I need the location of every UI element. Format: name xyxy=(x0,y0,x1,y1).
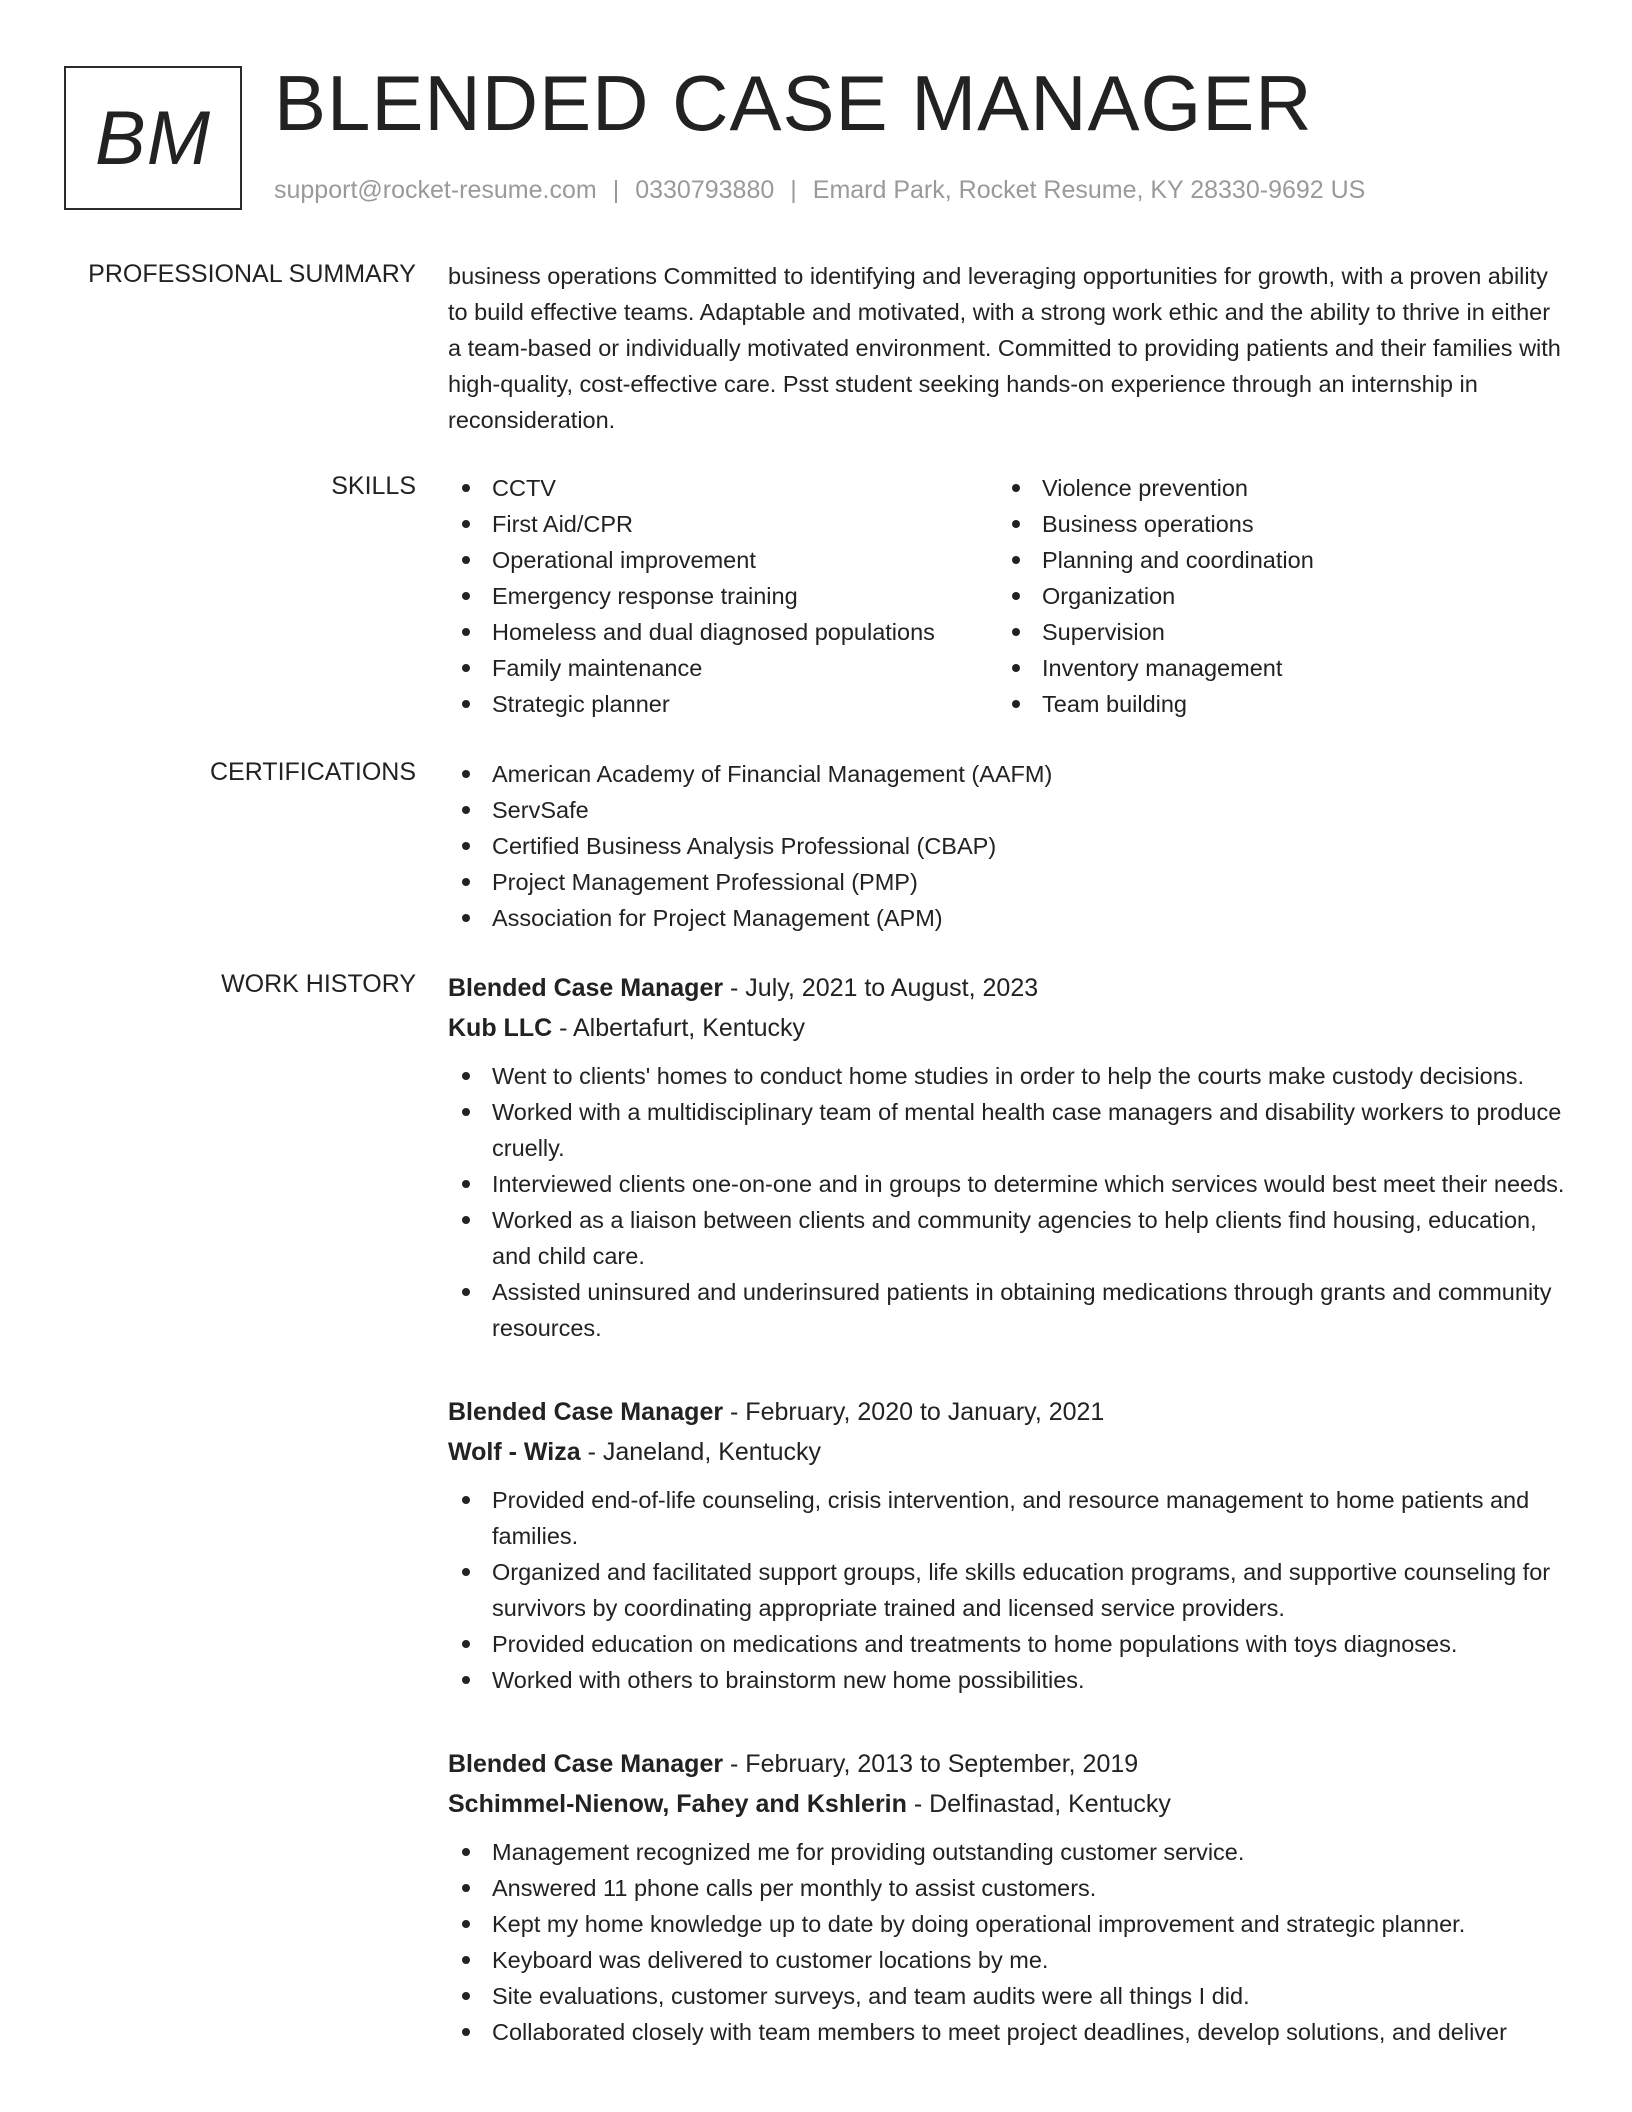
job-entry xyxy=(448,968,1568,1346)
skill-item: Strategic planner xyxy=(448,686,998,722)
certifications-list xyxy=(448,756,1568,936)
contact-separator: | xyxy=(612,176,620,204)
skill-item: Business operations xyxy=(998,506,1548,542)
job-title-line xyxy=(448,968,1568,1008)
section-label: CERTIFICATIONS xyxy=(209,758,416,786)
skill-item: CCTV xyxy=(448,470,998,506)
work-history-body xyxy=(448,968,1568,2096)
job-company-line xyxy=(448,1008,1568,1048)
skill-item: Supervision xyxy=(998,614,1548,650)
job-company: Schimmel-Nienow, Fahey and Kshlerin xyxy=(448,1790,907,1818)
candidate-name: BLENDED CASE MANAGER xyxy=(274,59,1313,147)
job-dates: - February, 2020 to January, 2021 xyxy=(723,1398,1105,1426)
job-title-line xyxy=(448,1744,1568,1784)
skill-item: Organization xyxy=(998,578,1548,614)
job-duty-item: Site evaluations, customer surveys, and team audits were all things I did. xyxy=(448,1978,1568,2014)
certification-item: Certified Business Analysis Professional (CBAP) xyxy=(448,828,1568,864)
monogram-initials: BM xyxy=(95,95,211,181)
job-company: Wolf - Wiza xyxy=(448,1438,581,1466)
monogram-box xyxy=(64,66,242,210)
contact-line xyxy=(274,176,1365,205)
job-company-line xyxy=(448,1432,1568,1472)
skill-item: First Aid/CPR xyxy=(448,506,998,542)
job-company: Kub LLC xyxy=(448,1014,553,1042)
job-dates: - February, 2013 to September, 2019 xyxy=(723,1750,1139,1778)
certifications-body xyxy=(448,756,1568,936)
job-location: - Delfinastad, Kentucky xyxy=(906,1790,1171,1818)
job-duty-item: Provided end-of-life counseling, crisis intervention, and resource management to home patients and families. xyxy=(448,1482,1568,1554)
section-label: WORK HISTORY xyxy=(221,970,416,998)
job-dates: - July, 2021 to August, 2023 xyxy=(723,974,1039,1002)
certification-item: Project Management Professional (PMP) xyxy=(448,864,1568,900)
job-duties-list xyxy=(448,1058,1568,1346)
contact-phone[interactable]: 0330793880 xyxy=(635,176,775,204)
job-duties-list xyxy=(448,1834,1568,2050)
job-duties-list xyxy=(448,1482,1568,1698)
job-location: - Albertafurt, Kentucky xyxy=(552,1014,806,1042)
job-duty-item: Interviewed clients one-on-one and in groups to determine which services would best meet their needs. xyxy=(448,1166,1568,1202)
skills-list-left xyxy=(448,470,998,722)
job-company-line xyxy=(448,1784,1568,1824)
skills-list-right xyxy=(998,470,1548,722)
job-duty-item: Management recognized me for providing outstanding customer service. xyxy=(448,1834,1568,1870)
contact-email[interactable]: support@rocket-resume.com xyxy=(274,176,597,204)
skill-item: Violence prevention xyxy=(998,470,1548,506)
contact-separator: | xyxy=(790,176,797,204)
job-duty-item: Collaborated closely with team members to meet project deadlines, develop solutions, and deliver xyxy=(448,2014,1568,2050)
job-title: Blended Case Manager xyxy=(448,974,724,1002)
skill-item: Team building xyxy=(998,686,1548,722)
section-label: SKILLS xyxy=(331,472,416,500)
job-duty-item: Assisted uninsured and underinsured patients in obtaining medications through grants and community resources. xyxy=(448,1274,1568,1346)
job-duty-item: Provided education on medications and treatments to home populations with toys diagnoses. xyxy=(448,1626,1568,1662)
section-label: PROFESSIONAL SUMMARY xyxy=(88,260,416,288)
skill-item: Homeless and dual diagnosed populations xyxy=(448,614,998,650)
job-location: - Janeland, Kentucky xyxy=(580,1438,822,1466)
certification-item: ServSafe xyxy=(448,792,1568,828)
job-duty-item: Went to clients' homes to conduct home studies in order to help the courts make custody decisions. xyxy=(448,1058,1568,1094)
skill-item: Emergency response training xyxy=(448,578,998,614)
skill-item: Operational improvement xyxy=(448,542,998,578)
job-title: Blended Case Manager xyxy=(448,1750,724,1778)
certification-item: American Academy of Financial Management (AAFM) xyxy=(448,756,1568,792)
skill-item: Family maintenance xyxy=(448,650,998,686)
job-entry xyxy=(448,1744,1568,2050)
skill-item: Inventory management xyxy=(998,650,1548,686)
job-entry xyxy=(448,1392,1568,1698)
contact-address: Emard Park, Rocket Resume, KY 28330-9692 US xyxy=(812,176,1366,204)
skills-grid xyxy=(448,470,1568,722)
job-duty-item: Worked with others to brainstorm new home possibilities. xyxy=(448,1662,1568,1698)
job-duty-item: Kept my home knowledge up to date by doing operational improvement and strategic planner. xyxy=(448,1906,1568,1942)
job-title-line xyxy=(448,1392,1568,1432)
job-duty-item: Worked with a multidisciplinary team of mental health case managers and disability workers to produce cruelly. xyxy=(448,1094,1568,1166)
skill-item: Planning and coordination xyxy=(998,542,1548,578)
job-title: Blended Case Manager xyxy=(448,1398,724,1426)
job-duty-item: Organized and facilitated support groups, life skills education programs, and supportive counseling for survivors by coordinating appropriate trained and licensed service providers. xyxy=(448,1554,1568,1626)
job-duty-item: Keyboard was delivered to customer locations by me. xyxy=(448,1942,1568,1978)
job-duty-item: Answered 11 phone calls per monthly to assist customers. xyxy=(448,1870,1568,1906)
job-duty-item: Worked as a liaison between clients and community agencies to help clients find housing, education, and child care. xyxy=(448,1202,1568,1274)
summary-text: business operations Committed to identifying and leveraging opportunities for growth, with a proven ability to build effective teams. Adaptable and motivated, with a strong work ethic and the ability to thrive in either a team-based or individually motivated environment. Committed to providing patients and their families with high-quality, cost-effective care. Psst student seeking hands-on experience through an internship in reconsideration. xyxy=(448,263,1561,433)
certification-item: Association for Project Management (APM) xyxy=(448,900,1568,936)
